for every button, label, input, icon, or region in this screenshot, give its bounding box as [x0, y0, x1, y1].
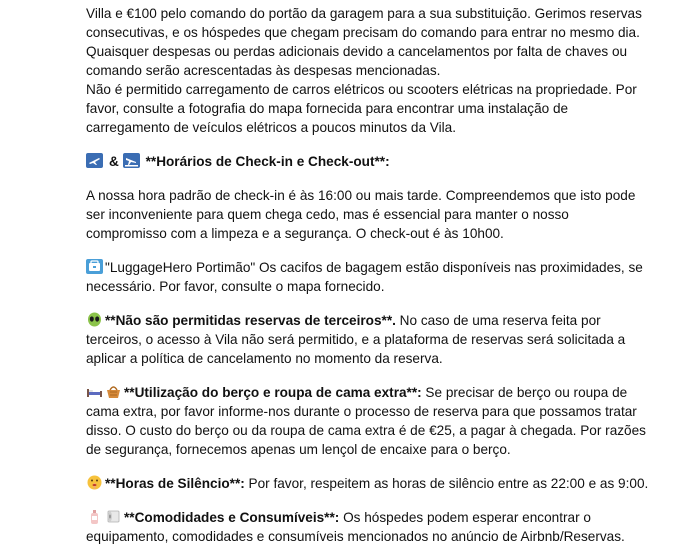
text-line: equipamento, comodidades e consumíveis mencionados no anúncio de Airbnb/Reservas.	[86, 529, 625, 544]
crib-heading: **Utilização do berço e roupa de cama extra**:	[124, 385, 422, 400]
text-line: Villa e €100 pelo comando do portão da garagem para a sua substituição. Gerimos reservas	[86, 6, 642, 21]
luggage-first-line	[86, 258, 646, 277]
silence-heading: **Horas de Silêncio**:	[105, 476, 245, 491]
amenities-heading: **Comodidades e Consumíveis**:	[124, 510, 340, 525]
checkin-paragraph	[86, 186, 646, 243]
airplane-arrival-icon	[123, 153, 140, 168]
crib-first-rest: Se precisar de berço ou roupa de	[421, 385, 628, 400]
lotion-bottle-icon	[86, 509, 103, 524]
text-line: terceiros, o acesso à Vila não será permitido, e a plataforma de reservas será solicitada a	[86, 332, 626, 347]
checkin-heading: **Horários de Check-in e Check-out**:	[145, 154, 390, 169]
shushing-face-icon	[86, 475, 103, 490]
text-line: Não é permitido carregamento de carros elétricos ou scooters elétricas na propriedade. Por	[86, 82, 637, 97]
bed-icon	[86, 384, 103, 399]
silence-rest: Por favor, respeitem as horas de silêncio entre as 22:00 e as 9:00.	[244, 476, 649, 491]
amenities-paragraph	[86, 508, 646, 546]
text-line: necessário. Por favor, consulte o mapa fornecido.	[86, 279, 385, 294]
alien-icon	[86, 312, 103, 327]
checkin-heading-paragraph	[86, 152, 646, 171]
third-party-paragraph	[86, 311, 646, 368]
crib-first-line	[86, 383, 646, 402]
airplane-departure-icon	[86, 153, 103, 168]
third-party-first-rest: No caso de uma reserva feita por	[395, 313, 601, 328]
text-line: aplicar a política de cancelamento no momento da reserva.	[86, 351, 443, 366]
toilet-paper-icon	[105, 509, 122, 524]
silence-line	[86, 474, 649, 493]
text-line: carregamento de veículos elétricos a poucos minutos da Vila.	[86, 120, 457, 135]
text-line: compromisso com a limpeza e a segurança. O check-out é às 10h00.	[86, 226, 504, 241]
third-party-heading: **Não são permitidas reservas de terceiros**.	[105, 313, 396, 328]
third-party-first-line	[86, 311, 646, 330]
text-line: cama extra, por favor informe-nos durante o processo de reserva para que possamos tratar	[86, 404, 637, 419]
text-line: disso. O custo do berço ou da roupa de cama extra é de €25, a pagar à chegada. Por razões	[86, 423, 646, 438]
checkin-heading-line	[86, 152, 646, 171]
text-line: A nossa hora padrão de check-in é às 16:00 ou mais tarde. Compreendemos que isto pode	[86, 188, 636, 203]
silence-paragraph	[86, 474, 649, 493]
basket-icon	[105, 384, 122, 399]
text-line: Quaisquer despesas ou perdas adicionais devido a cancelamentos por falta de chaves ou	[86, 44, 628, 59]
locker-icon	[86, 259, 103, 274]
ampersand: &	[109, 154, 119, 169]
text-line: comando serão acrescentadas às despesas mencionadas.	[86, 63, 441, 78]
amenities-first-rest: Os hóspedes podem esperar encontrar o	[339, 510, 591, 525]
luggage-text: "LuggageHero Portimão" Os cacifos de bagagem estão disponíveis nas proximidades, se	[105, 260, 643, 275]
luggage-paragraph	[86, 258, 646, 296]
amenities-first-line	[86, 508, 646, 527]
text-line: favor, consulte a fotografia do mapa fornecida para encontrar uma instalação de	[86, 101, 569, 116]
crib-paragraph	[86, 383, 646, 459]
intro-paragraph	[86, 4, 646, 137]
document-page	[86, 0, 649, 546]
text-line: ser inconveniente para quem chega cedo, mas é essencial para manter o nosso	[86, 207, 569, 222]
text-line: de segurança, fornecemos apenas um lençol de encaixe para o berço.	[86, 442, 511, 457]
text-line: consecutivas, e os hóspedes que chegam precisam do comando para entrar no mesmo dia.	[86, 25, 640, 40]
